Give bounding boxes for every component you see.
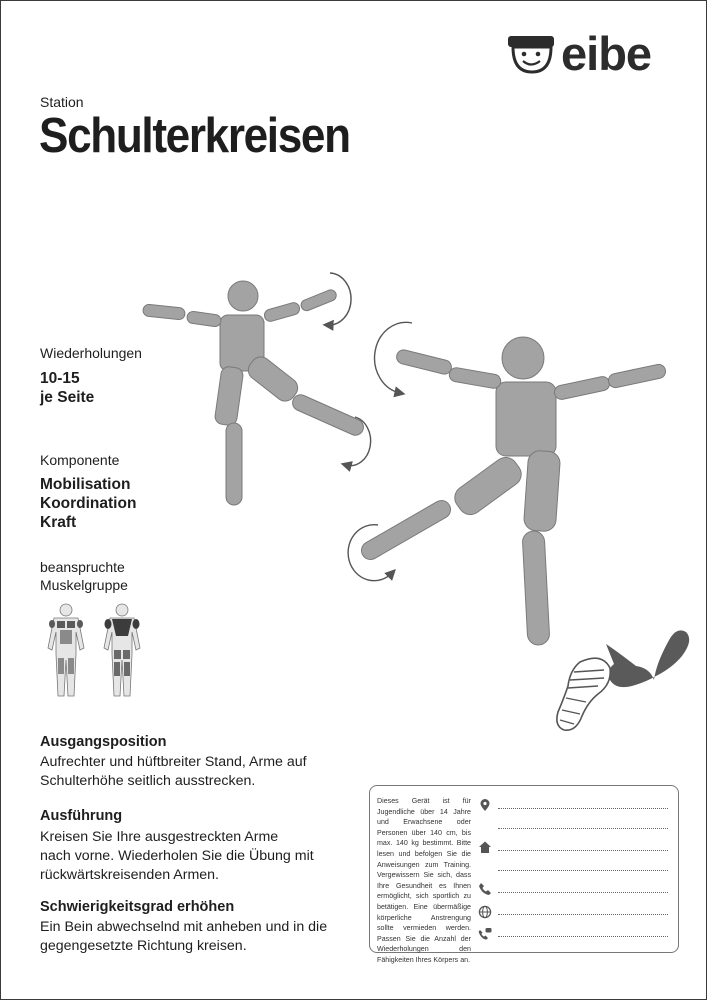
repetitions-side: je Seite [40, 389, 95, 406]
info-field-line [498, 914, 668, 915]
globe-icon [478, 905, 492, 919]
muscle-diagram-front [40, 602, 92, 698]
info-field-line [498, 808, 668, 809]
component-list [40, 475, 136, 532]
section-text-line: gegengesetzte Richtung kreisen. [40, 938, 247, 954]
muscle-label-line: beanspruchte [40, 559, 125, 575]
section-text-line: nach vorne. Wiederholen Sie die Übung mit [40, 848, 314, 864]
repetitions-count: 10-15 [40, 370, 80, 387]
footprints-icon [552, 624, 694, 736]
phone-chat-icon [478, 927, 492, 941]
section-heading: Ausführung [40, 808, 123, 824]
component-item: Koordination [40, 495, 137, 512]
exercise-illustration [130, 255, 675, 655]
section-difficulty [40, 899, 327, 956]
component-label: Komponente [40, 452, 120, 468]
svg-text:eibe: eibe [561, 27, 652, 78]
component-item: Mobilisation [40, 476, 131, 493]
info-field-line [498, 828, 668, 829]
section-text-line: Aufrechter und hüftbreiter Stand, Arme auf [40, 754, 307, 770]
station-label: Station [40, 94, 84, 110]
section-text-line: Ein Bein abwechselnd mit anheben und in die [40, 919, 328, 935]
info-field-line [498, 892, 668, 893]
section-text-line: rückwärtskreisenden Armen. [40, 867, 219, 883]
info-field-line [498, 870, 668, 871]
eibe-logo [505, 26, 677, 78]
phone-icon [478, 882, 492, 896]
component-item: Kraft [40, 514, 77, 531]
page-title: Schulterkreisen [39, 109, 350, 163]
section-start-position [40, 734, 307, 791]
muscle-group-label [40, 558, 128, 594]
figure-large [358, 337, 667, 645]
location-pin-icon [478, 798, 492, 812]
disclaimer-text: Dieses Gerät ist für Jugendliche über 14 Jahre und Erwachsene oder Personen über 140 cm, bis max. 140 kg bestimmt. Bitte lesen und befolgen Sie die Anweisungen zum Training. Vergewissern Sie sich, dass Ihre Gesundheit es Ihnen ermöglicht, sich sportlich zu betätigen. Eine übermäßige körperliche Anstrengung sollte vermieden werden. Passen Sie die Anzahl der Wiederholungen den Fähigkeiten Ihres Körpers an. [377, 797, 471, 964]
home-icon [478, 840, 492, 854]
figure-small [142, 281, 365, 505]
info-field-line [498, 850, 668, 851]
section-heading: Ausgangsposition [40, 734, 167, 750]
section-text-line: Schulterhöhe seitlich ausstrecken. [40, 773, 256, 789]
smiley-face-icon [508, 36, 554, 72]
section-text-line: Kreisen Sie Ihre ausgestreckten Arme [40, 829, 279, 845]
info-field-line [498, 936, 668, 937]
section-execution [40, 808, 314, 885]
section-heading: Schwierigkeitsgrad erhöhen [40, 899, 235, 915]
repetitions-label: Wiederholungen [40, 345, 142, 361]
muscle-label-line: Muskelgruppe [40, 577, 128, 593]
repetitions-value [40, 369, 94, 407]
